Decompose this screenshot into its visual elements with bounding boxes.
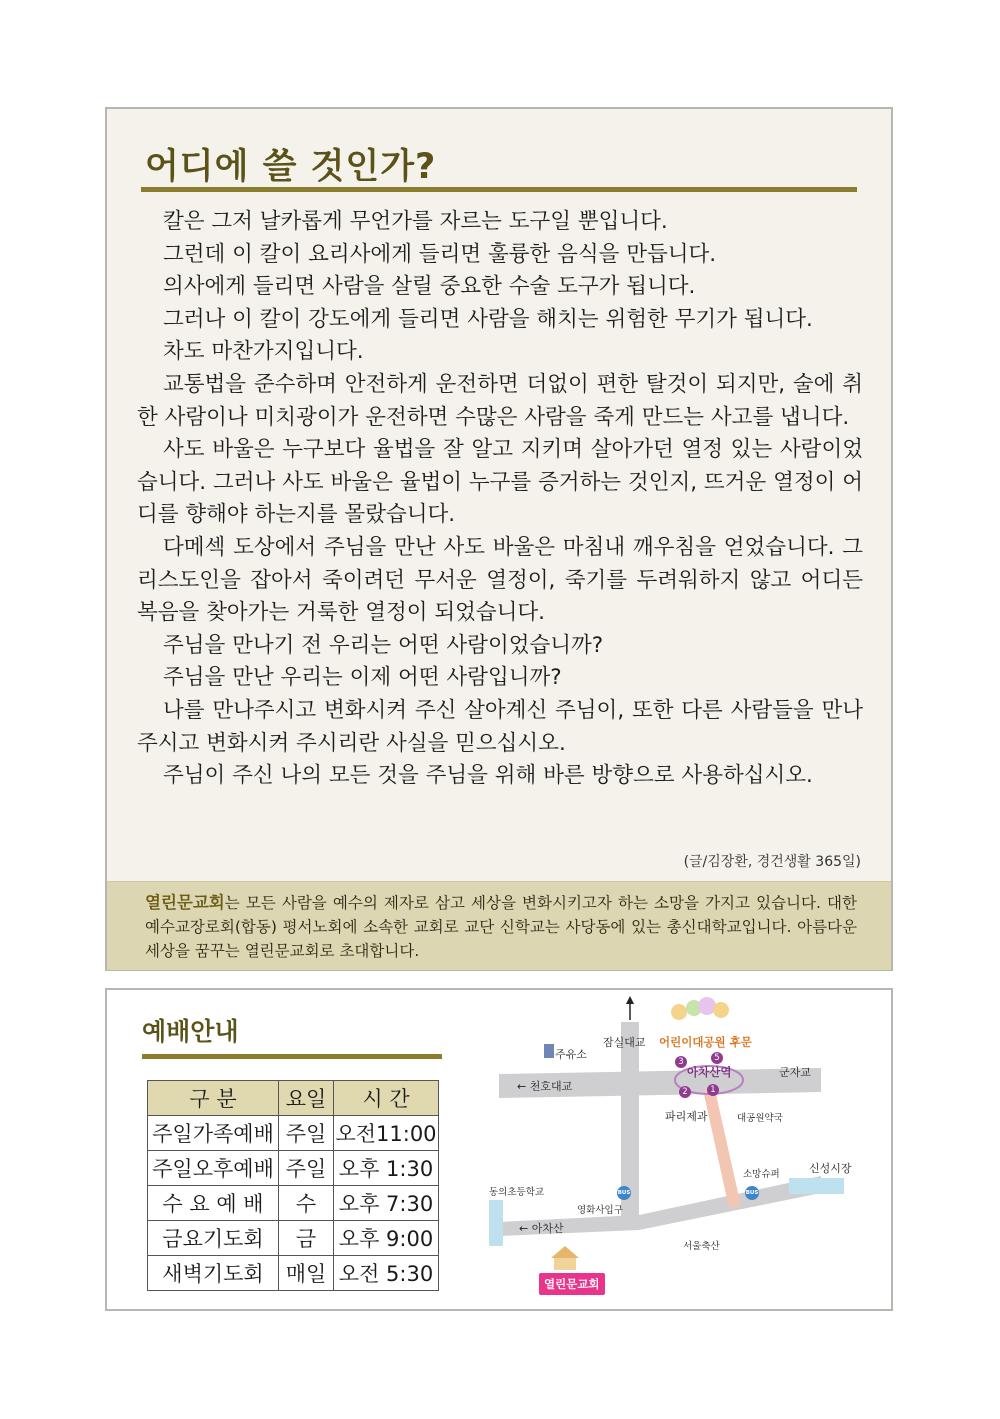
service-day: 금 (279, 1221, 334, 1256)
church-name: 열린문교회 (145, 893, 225, 912)
service-name: 수 요 예 배 (148, 1186, 279, 1221)
school-block (489, 1200, 503, 1246)
paragraph: 차도 마찬가지입니다. (163, 339, 364, 365)
header-time: 시 간 (334, 1081, 439, 1116)
bus-stop-icon: BUS (617, 1186, 631, 1200)
exit-5-marker: 5 (711, 1052, 723, 1064)
paragraph: 교통법을 준수하며 안전하게 운전하면 더없이 편한 탈것이 되지만, 술에 취한 사람이나 미치광이가 운전하면 수많은 사람을 죽게 만드는 사고를 냅니다. (137, 371, 863, 430)
header-category: 구 분 (148, 1081, 279, 1116)
paragraph: 그런데 이 칼이 요리사에게 들리면 훌륭한 음식을 만듭니다. (163, 241, 717, 267)
table-header-row (148, 1081, 439, 1116)
service-time: 오전11:00 (334, 1116, 439, 1151)
church-intro (107, 881, 891, 970)
exit-2-marker: 2 (679, 1086, 691, 1098)
service-name: 주일가족예배 (148, 1116, 279, 1151)
service-name: 주일오후예배 (148, 1151, 279, 1186)
service-time: 오후 7:30 (334, 1186, 439, 1221)
title-divider (141, 187, 857, 192)
service-name: 새벽기도회 (148, 1256, 279, 1291)
table-row (148, 1116, 439, 1151)
bus-stop-icon: BUS (745, 1186, 759, 1200)
paragraph: 다메섹 도상에서 주님을 만난 사도 바울은 마침내 깨우침을 얻었습니다. 그리스도인을 잡아서 죽이려던 무서운 열정이, 죽기를 두려워하지 않고 어디든 복음을 찾아가는 거룩한 열정이 되었습니다. (137, 534, 863, 626)
service-day: 매일 (279, 1256, 334, 1291)
paragraph: 주님을 만나기 전 우리는 어떤 사람이었습니까? (163, 632, 604, 658)
worship-divider (142, 1054, 442, 1059)
service-name: 금요기도회 (148, 1221, 279, 1256)
label-cheonho: ← 천호대교 (517, 1080, 573, 1093)
church-intro-body: 는 모든 사람을 예수의 제자로 삼고 세상을 변화시키고자 하는 소망을 가지고 있습니다. 대한예수교장로회(합동) 평서노회에 소속한 교회로 교단 신학교는 사당동에 있는 총신대학교입니다. 아름다운 세상을 꿈꾸는 열린문교회로 초대합니다. (145, 894, 857, 960)
table-row (148, 1186, 439, 1221)
article-title: 어디에 쓸 것인가? (145, 147, 437, 187)
paragraph: 사도 바울은 누구보다 율법을 잘 알고 지키며 살아가던 열정 있는 사람이었습니다. 그러나 사도 바울은 율법이 누구를 증거하는 것인지, 뜨거운 열정이 어디를 향해야 하는지를 몰랐습니다. (137, 437, 863, 528)
market-block (789, 1178, 844, 1194)
label-yeonghwa: 영화사입구 (577, 1205, 623, 1216)
label-dongui: 동의초등학교 (489, 1187, 545, 1198)
label-pharmacy: 대공원약국 (737, 1113, 783, 1124)
label-sinseong: 신성시장 (809, 1162, 852, 1175)
article-body (137, 206, 863, 793)
service-day: 주일 (279, 1116, 334, 1151)
label-childpark: 어린이대공원 후문 (659, 1035, 752, 1049)
label-gunja: 군자교 (779, 1066, 811, 1079)
road-pink (703, 1090, 741, 1208)
paragraph: 나를 만나주시고 변화시켜 주신 살아계신 주님이, 또한 다른 사람들을 만나주시고 변화시켜 주시리란 사실을 믿으십시오. (137, 697, 863, 756)
paragraph: 주님을 만난 우리는 이제 어떤 사람입니까? (163, 665, 562, 691)
table-row (148, 1256, 439, 1291)
paragraph: 의사에게 들리면 사람을 살릴 중요한 수술 도구가 됩니다. (163, 274, 696, 300)
label-paris-bakery: 파리제과 (665, 1110, 708, 1123)
label-seoul-butcher: 서울축산 (683, 1241, 720, 1252)
table-row (148, 1221, 439, 1256)
article-credit: (글/김장환, 경건생활 365일) (683, 854, 861, 870)
label-jamsil: 잠실대교 (603, 1036, 646, 1049)
worship-schedule-table (147, 1080, 439, 1291)
service-day: 주일 (279, 1151, 334, 1186)
table-row (148, 1151, 439, 1186)
worship-box (105, 988, 893, 1311)
church-intro-text (145, 891, 857, 963)
label-achasan: ← 아차산 (519, 1222, 564, 1235)
paragraph: 주님이 주신 나의 모든 것을 주님을 위해 바른 방향으로 사용하십시오. (163, 763, 813, 789)
article-box (105, 107, 893, 971)
label-somang: 소망슈퍼 (743, 1169, 780, 1180)
paragraph: 칼은 그저 날카롭게 무언가를 자르는 도구일 뿐입니다. (163, 209, 668, 234)
church-location-tag: 열린문교회 (539, 1273, 605, 1295)
service-time: 오전 5:30 (334, 1256, 439, 1291)
service-day: 수 (279, 1186, 334, 1221)
location-map (479, 990, 889, 1310)
header-day: 요일 (279, 1081, 334, 1116)
label-station: 아차산역 (687, 1065, 732, 1079)
worship-title: 예배안내 (142, 1017, 239, 1046)
service-time: 오후 1:30 (334, 1151, 439, 1186)
exit-1-marker: 1 (707, 1084, 719, 1096)
label-gas-station: 주유소 (555, 1048, 587, 1061)
paragraph: 그러나 이 칼이 강도에게 들리면 사람을 해치는 위험한 무기가 됩니다. (163, 306, 813, 332)
exit-3-marker: 3 (675, 1056, 687, 1068)
service-time: 오후 9:00 (334, 1221, 439, 1256)
church-roof (551, 1246, 579, 1258)
